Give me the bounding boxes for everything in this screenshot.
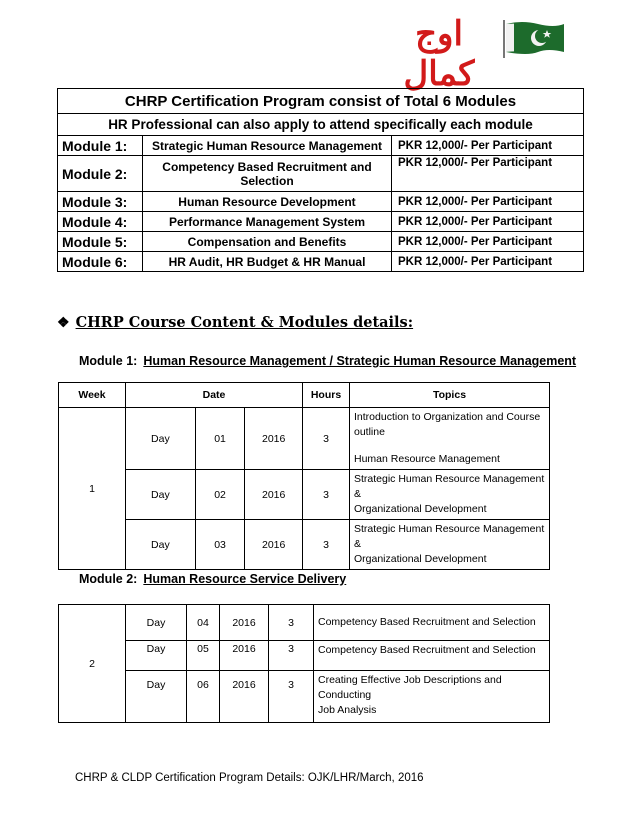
- module-price: PKR 12,000/- Per Participant: [392, 156, 584, 192]
- module-number: Module 4:: [58, 212, 143, 232]
- topic-cell: [314, 671, 550, 723]
- table-row: [59, 605, 550, 641]
- hours-value: 3: [269, 641, 314, 671]
- table-row: [59, 520, 550, 570]
- table-row: [59, 641, 550, 671]
- module-price: PKR 12,000/- Per Participant: [392, 192, 584, 212]
- module-number: Module 3:: [58, 192, 143, 212]
- module2-heading: [79, 572, 346, 586]
- module-price: PKR 12,000/- Per Participant: [392, 212, 584, 232]
- day-label: Day: [126, 520, 196, 570]
- day-year: 2016: [220, 641, 269, 671]
- module-number: Module 6:: [58, 252, 143, 272]
- table-row: [59, 408, 550, 470]
- module-name: Competency Based Recruitment and Selection: [143, 156, 392, 192]
- module-name: Human Resource Development: [143, 192, 392, 212]
- topic-line: Organizational Development: [354, 503, 487, 515]
- module2-title: Human Resource Service Delivery: [143, 572, 347, 586]
- topic-line: Creating Effective Job Descriptions and Conducting: [318, 674, 502, 701]
- column-header-topics: Topics: [350, 383, 550, 408]
- topic-line: Introduction to Organization and Course outline: [354, 411, 541, 438]
- header-logo: [384, 14, 584, 94]
- day-year: 2016: [220, 605, 269, 641]
- topic-line: Strategic Human Resource Management &: [354, 473, 545, 500]
- column-header-week: Week: [59, 383, 126, 408]
- topic-line: Human Resource Management: [354, 453, 500, 465]
- table-row: [58, 156, 584, 192]
- topic-cell: Competency Based Recruitment and Selection: [314, 605, 550, 641]
- module-name: Performance Management System: [143, 212, 392, 232]
- day-number: 03: [195, 520, 245, 570]
- module-name: Compensation and Benefits: [143, 232, 392, 252]
- hours-value: 3: [303, 408, 350, 470]
- module-number: Module 2:: [58, 156, 143, 192]
- week-number: 2: [59, 605, 126, 723]
- topic-line: Strategic Human Resource Management &: [354, 523, 545, 550]
- day-label: Day: [126, 641, 187, 671]
- diamond-bullet-icon: ❖: [57, 315, 70, 331]
- week-number: 1: [59, 408, 126, 570]
- module-price: PKR 12,000/- Per Participant: [392, 252, 584, 272]
- module2-schedule-table: [58, 604, 550, 723]
- day-year: 2016: [245, 470, 303, 520]
- table-row: [59, 671, 550, 723]
- modules-overview-table: [57, 88, 584, 272]
- pakistan-flag-icon: [502, 20, 566, 58]
- topic-cell: [350, 520, 550, 570]
- day-label: Day: [126, 605, 187, 641]
- column-header-hours: Hours: [303, 383, 350, 408]
- module-name: HR Audit, HR Budget & HR Manual: [143, 252, 392, 272]
- topic-line: Organizational Development: [354, 553, 487, 565]
- column-header-date: Date: [126, 383, 303, 408]
- table-header-row: [59, 383, 550, 408]
- module-name: Strategic Human Resource Management: [143, 136, 392, 156]
- hours-value: 3: [269, 605, 314, 641]
- hours-value: 3: [303, 520, 350, 570]
- day-year: 2016: [245, 408, 303, 470]
- topic-cell: Competency Based Recruitment and Selection: [314, 641, 550, 671]
- day-label: Day: [126, 408, 196, 470]
- module2-label: Module 2:: [79, 572, 138, 586]
- day-number: 02: [195, 470, 245, 520]
- day-label: Day: [126, 671, 187, 723]
- day-label: Day: [126, 470, 196, 520]
- module-price: PKR 12,000/- Per Participant: [392, 232, 584, 252]
- hours-value: 3: [269, 671, 314, 723]
- day-number: 06: [187, 671, 220, 723]
- module-price: PKR 12,000/- Per Participant: [392, 136, 584, 156]
- hours-value: 3: [303, 470, 350, 520]
- table-row: [58, 212, 584, 232]
- module1-label: Module 1:: [79, 354, 138, 368]
- module1-schedule-table: [58, 382, 550, 570]
- table-row: [58, 232, 584, 252]
- module1-title: Human Resource Management / Strategic Human Resource Management: [143, 354, 577, 368]
- table-row: [59, 470, 550, 520]
- day-year: 2016: [245, 520, 303, 570]
- module1-heading: [79, 354, 576, 368]
- urdu-logo-text: اوج کمال: [403, 14, 475, 94]
- topic-line: Job Analysis: [318, 704, 377, 716]
- day-number: 01: [195, 408, 245, 470]
- module-number: Module 5:: [58, 232, 143, 252]
- page-footer: CHRP & CLDP Certification Program Details: OJK/LHR/March, 2016: [75, 772, 424, 784]
- module-number: Module 1:: [58, 136, 143, 156]
- overview-subtitle: HR Professional can also apply to attend specifically each module: [58, 114, 584, 136]
- day-number: 05: [187, 641, 220, 671]
- table-row: [58, 252, 584, 272]
- topic-cell: [350, 470, 550, 520]
- section-heading: [57, 314, 413, 331]
- table-row: [58, 192, 584, 212]
- topic-cell: [350, 408, 550, 470]
- day-year: 2016: [220, 671, 269, 723]
- section-heading-text: CHRP Course Content & Modules details:: [75, 314, 414, 331]
- overview-title: CHRP Certification Program consist of Total 6 Modules: [58, 89, 584, 114]
- table-row: [58, 136, 584, 156]
- day-number: 04: [187, 605, 220, 641]
